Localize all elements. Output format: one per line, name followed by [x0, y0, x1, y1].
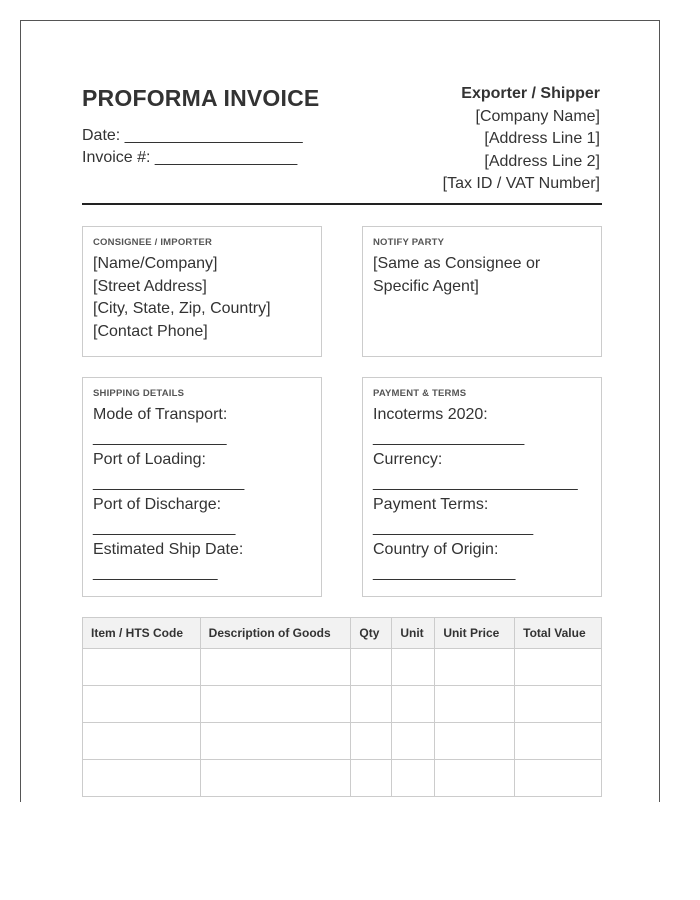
incoterms-blank: _________________ [373, 428, 525, 446]
payment-heading: PAYMENT & TERMS [373, 388, 467, 399]
consignee-heading: CONSIGNEE / IMPORTER [93, 237, 213, 248]
country-of-origin-label: Country of Origin: [373, 541, 499, 558]
table-cell[interactable] [515, 723, 602, 760]
payment-terms-box [362, 377, 602, 597]
shipping-heading: SHIPPING DETAILS [93, 388, 185, 399]
table-cell[interactable] [83, 760, 201, 797]
payment-terms-label: Payment Terms: [373, 496, 489, 513]
table-cell[interactable] [83, 686, 201, 723]
table-row [83, 649, 602, 686]
exporter-address-2: [Address Line 2] [484, 152, 600, 170]
table-header-row [83, 618, 602, 649]
incoterms-label: Incoterms 2020: [373, 406, 488, 423]
notify-heading: NOTIFY PARTY [373, 237, 445, 248]
table-cell[interactable] [435, 760, 515, 797]
consignee-name: [Name/Company] [93, 255, 218, 272]
country-of-origin-blank: ________________ [373, 563, 516, 581]
port-of-discharge-label: Port of Discharge: [93, 496, 222, 513]
date-field: Date: ____________________ [82, 127, 303, 144]
table-row [83, 686, 602, 723]
table-cell[interactable] [515, 649, 602, 686]
exporter-block [443, 83, 600, 196]
table-cell[interactable] [200, 686, 351, 723]
table-cell[interactable] [435, 649, 515, 686]
shipping-details-box [82, 377, 322, 597]
ship-date-label: Estimated Ship Date: [93, 541, 244, 558]
table-cell[interactable] [200, 760, 351, 797]
notify-party-box [362, 226, 602, 357]
payment-terms-blank: __________________ [373, 518, 534, 536]
invoice-page [20, 20, 660, 802]
column-header-unit: Unit [392, 618, 435, 649]
table-cell[interactable] [392, 760, 435, 797]
currency-blank: _______________________ [373, 473, 578, 491]
table-cell[interactable] [392, 649, 435, 686]
notify-line-2: Specific Agent] [373, 277, 479, 295]
table-cell[interactable] [200, 723, 351, 760]
column-header-description: Description of Goods [200, 618, 351, 649]
table-cell[interactable] [351, 686, 392, 723]
consignee-box [82, 226, 322, 357]
table-cell[interactable] [435, 686, 515, 723]
table-cell[interactable] [83, 649, 201, 686]
column-header-unit-price: Unit Price [435, 618, 515, 649]
column-header-qty: Qty [351, 618, 392, 649]
table-cell[interactable] [515, 760, 602, 797]
table-cell[interactable] [435, 723, 515, 760]
port-of-loading-label: Port of Loading: [93, 451, 206, 468]
exporter-address-1: [Address Line 1] [484, 130, 600, 147]
ship-date-blank: ______________ [93, 563, 218, 581]
consignee-city: [City, State, Zip, Country] [93, 300, 271, 317]
table-cell[interactable] [200, 649, 351, 686]
table-cell[interactable] [351, 649, 392, 686]
table-row [83, 760, 602, 797]
table-cell[interactable] [83, 723, 201, 760]
consignee-street: [Street Address] [93, 277, 207, 295]
mode-of-transport-label: Mode of Transport: [93, 406, 228, 423]
line-items-table [82, 617, 602, 797]
exporter-heading: Exporter / Shipper [461, 85, 600, 102]
port-of-loading-blank: _________________ [93, 473, 245, 491]
header-divider [82, 203, 602, 205]
table-cell[interactable] [392, 686, 435, 723]
table-cell[interactable] [351, 760, 392, 797]
exporter-tax-id: [Tax ID / VAT Number] [442, 175, 600, 192]
table-cell[interactable] [351, 723, 392, 760]
currency-label: Currency: [373, 451, 443, 468]
table-row [83, 723, 602, 760]
page-title: PROFORMA INVOICE [82, 85, 320, 111]
exporter-company: [Company Name] [475, 107, 600, 125]
column-header-item: Item / HTS Code [83, 618, 201, 649]
port-of-discharge-blank: ________________ [93, 518, 236, 536]
consignee-phone: [Contact Phone] [93, 322, 208, 340]
mode-of-transport-blank: _______________ [93, 428, 227, 446]
table-cell[interactable] [515, 686, 602, 723]
invoice-number-field: Invoice #: ________________ [82, 149, 298, 166]
notify-line-1: [Same as Consignee or [373, 255, 541, 272]
table-cell[interactable] [392, 723, 435, 760]
column-header-total-value: Total Value [515, 618, 602, 649]
